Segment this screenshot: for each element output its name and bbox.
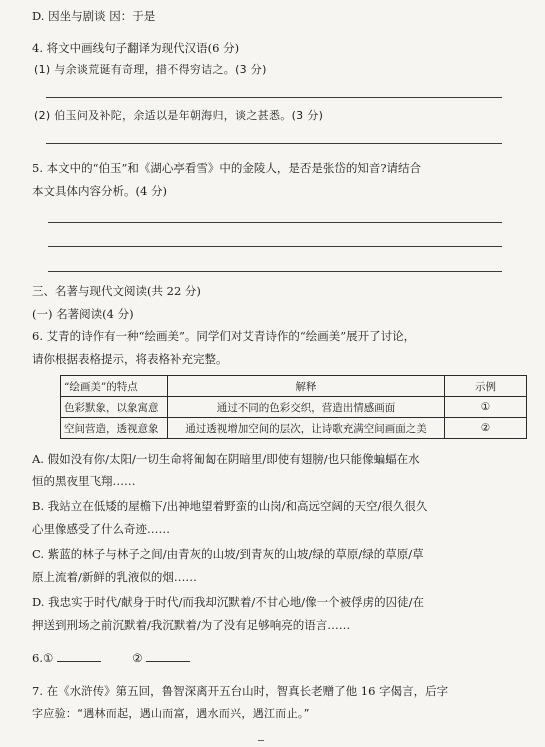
question-6-line-1: 6. 艾青的诗作有一种“绘画美”。同学们对艾青诗作的“绘画美”展开了讨论， — [32, 329, 416, 343]
question-4-title: 4. 将文中画线句子翻译为现代汉语(6 分) — [32, 41, 240, 55]
option-c-line-1: C. 紫蓝的林子与林子之间/由青灰的山坡/到青灰的山坡/绿的草原/绿的草原/草 — [32, 547, 424, 561]
answer-line — [48, 222, 502, 223]
question-5-line-2: 本文具体内容分析。(4 分) — [32, 184, 167, 198]
answer-6-row — [32, 650, 190, 666]
option-b-line-2: 心里像感受了什么奇迹…… — [32, 522, 170, 536]
table-cell: 色彩默象，以象寓意 — [61, 397, 168, 418]
section-3-heading: 三、名著与现代文阅读(共 22 分) — [32, 284, 201, 298]
table-cell: 空间营造，透视意象 — [61, 418, 168, 439]
question-5-line-1: 5. 本文中的“伯玉”和《湖心亭看雪》中的金陵人，是否是张岱的知音?请结合 — [32, 161, 422, 175]
table-header-row — [61, 376, 527, 397]
answer-line — [46, 97, 502, 98]
answer-line — [48, 271, 502, 272]
table-cell: 通过透视增加空间的层次，让诗歌充满空间画面之美 — [168, 418, 445, 439]
table-header-cell: 解释 — [168, 376, 445, 397]
page-mark — [258, 740, 264, 741]
answer-blank-1[interactable] — [57, 650, 101, 662]
option-a-line-1: A. 假如没有你/太阳/一切生命将匍匐在阴暗里/即使有翅膀/也只能像蝙蝠在水 — [32, 452, 420, 466]
question-7-line-2: 字应验：“遇林而起，遇山而富，遇水而兴，遇江而止。” — [32, 707, 310, 720]
question-6-line-2: 请你根据表格提示，将表格补充完整。 — [32, 352, 228, 366]
answer-6-label-2: ② — [132, 651, 143, 665]
answer-line — [48, 246, 502, 247]
option-b-line-1: B. 我站立在低矮的屋檐下/出神地望着野蛮的山岗/和高远空阔的天空/很久很久 — [32, 499, 428, 513]
answer-blank-2[interactable] — [146, 650, 190, 662]
table-cell: 通过不同的色彩交织，营造出情感画面 — [168, 397, 445, 418]
table-header-cell: “绘画美”的特点 — [61, 376, 168, 397]
question-4-2: (2) 伯玉问及补陀，余适以是年朝海归，谈之甚悉。(3 分) — [34, 109, 324, 122]
painting-beauty-table — [60, 375, 527, 439]
option-d-text: D. 因坐与剧谈 因：于是 — [32, 9, 156, 23]
answer-6-label-1: 6.① — [32, 651, 54, 665]
table-cell: ② — [445, 418, 527, 439]
table-header-cell: 示例 — [445, 376, 527, 397]
table-cell: ① — [445, 397, 527, 418]
answer-line — [46, 143, 502, 144]
question-7-line-1: 7. 在《水浒传》第五回，鲁智深离开五台山时，智真长老赠了他 16 字偈言，后字 — [32, 684, 449, 698]
option-d-line-1: D. 我忠实于时代/献身于时代/而我却沉默着/不甘心地/像一个被俘虏的囚徒/在 — [32, 595, 424, 609]
option-a-line-2: 恒的黑夜里飞翔…… — [32, 474, 136, 488]
table-row — [61, 397, 527, 418]
option-d-line-2: 押送到刑场之前沉默着/我沉默着/为了没有足够响亮的语言…… — [32, 618, 351, 632]
option-c-line-2: 原上流着/新鲜的乳液似的烟…… — [32, 570, 197, 584]
subsection-1-heading: (一) 名著阅读(4 分) — [32, 307, 134, 321]
question-4-1: (1) 与余谈荒诞有奇理，措不得穷诘之。(3 分) — [34, 63, 267, 76]
table-row — [61, 418, 527, 439]
